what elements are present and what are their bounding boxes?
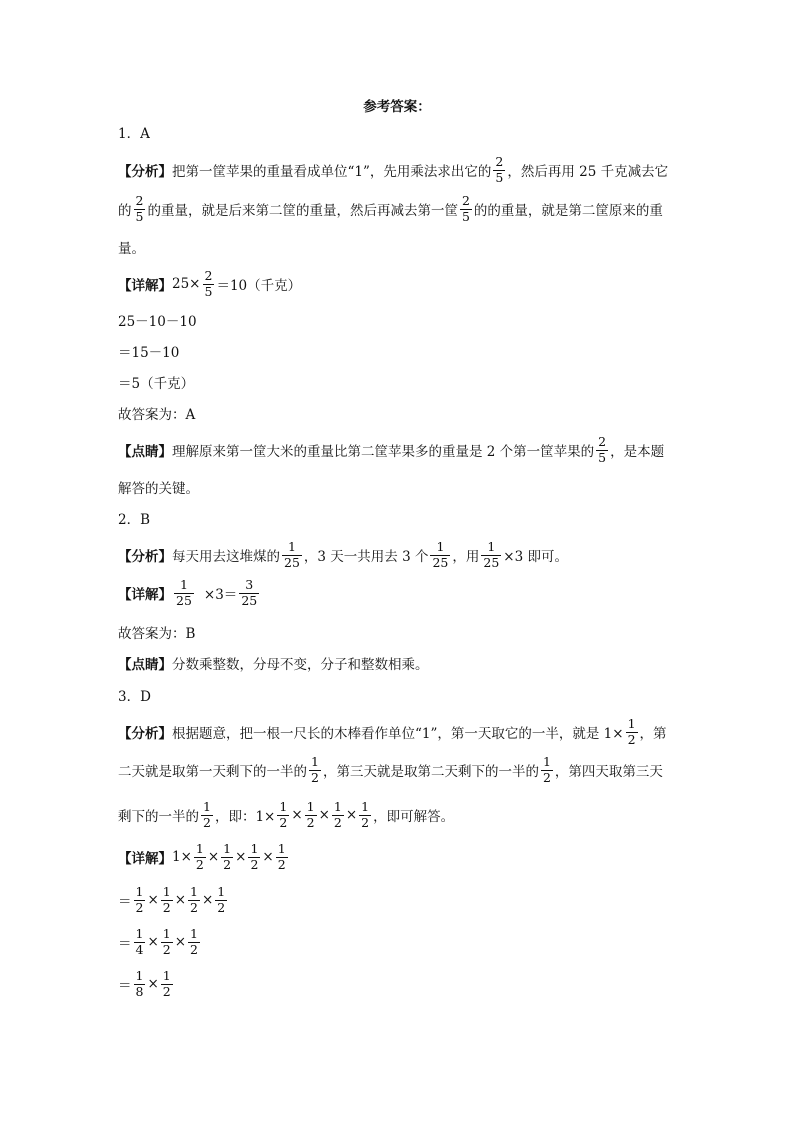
text: ，用: [452, 549, 480, 565]
equals-sign: ＝: [118, 894, 132, 910]
q2-comment: [118, 643, 429, 683]
times-sign: ×: [262, 849, 274, 865]
times-sign: ×: [201, 892, 214, 908]
question-number: 3．D: [118, 689, 151, 705]
text: ，第三天就是取第二天剩下的一半的: [322, 764, 539, 780]
step-text: ＝15－10: [118, 345, 180, 361]
question-number: 1．A: [118, 126, 150, 142]
q3-step-3: [118, 964, 175, 1004]
q1-analysis-line-3: [118, 227, 145, 267]
fraction-1-2: $\frac{1}{2}$: [279, 799, 288, 830]
text: 1×: [172, 849, 192, 865]
text: 的重量，就是后来第二筐的重量，然后再减去第一筐: [147, 203, 458, 219]
fraction-1-4: $\frac{1}{4}$: [135, 926, 144, 957]
text: ×3 即可。: [503, 549, 568, 565]
text: 每天用去这堆煤的: [172, 549, 280, 565]
fraction-2-5: $\frac{2}{5}$: [598, 434, 607, 465]
q1-analysis-line-2: [118, 189, 663, 229]
fraction-1-25: $\frac{1}{25}$: [483, 539, 500, 570]
detail-tag: 【详解】: [118, 851, 172, 867]
q2-analysis: [118, 535, 568, 575]
q1-analysis-line-1: [118, 150, 668, 190]
fraction-1-25: $\frac{1}{25}$: [284, 539, 300, 570]
fraction-1-2: $\frac{1}{2}$: [311, 754, 319, 785]
fraction-1-2: $\frac{1}{2}$: [203, 799, 211, 830]
times-sign: ×: [207, 849, 220, 865]
equals-sign: ＝: [118, 978, 132, 994]
q3-step-2: [118, 922, 202, 962]
text: ×3＝: [203, 587, 238, 603]
answer-text: 故答案为：B: [118, 626, 196, 642]
times-sign: ×: [174, 892, 187, 908]
fraction-1-2: $\frac{1}{2}$: [162, 884, 171, 915]
text: ，然后再用 25 千克减去它: [507, 164, 669, 180]
analysis-tag: 【分析】: [118, 726, 172, 742]
text: 理解原来第一筐大米的重量比第二筐苹果多的重量是 2 个第一筐苹果的: [172, 444, 595, 460]
fraction-1-2: $\frac{1}{2}$: [162, 968, 171, 999]
fraction-1-8: $\frac{1}{8}$: [135, 968, 144, 999]
text: 的的重量，就是第二筐原来的重: [473, 203, 663, 219]
page-title: 参考答案：: [363, 99, 431, 115]
q3-step-1: [118, 880, 229, 920]
times-sign: ×: [345, 807, 358, 823]
fraction-1-2: $\frac{1}{2}$: [542, 754, 551, 785]
comment-tag: 【点睛】: [118, 444, 172, 460]
fraction-1-25: $\frac{1}{25}$: [432, 539, 449, 570]
text: 分数乘整数，分母不变，分子和整数相乘。: [172, 657, 429, 673]
q3-analysis-line-3: [118, 795, 454, 835]
step-text: ＝5（千克）: [118, 376, 195, 392]
q1-label: [118, 112, 150, 152]
equals-sign: ＝: [118, 936, 132, 952]
fraction-1-2: $\frac{1}{2}$: [250, 841, 259, 872]
q2-detail: [118, 573, 261, 613]
text: 的: [118, 203, 132, 219]
detail-tag: 【详解】: [118, 278, 172, 294]
comment-tag: 【点睛】: [118, 657, 172, 673]
q3-analysis-line-1: [118, 712, 667, 752]
q2-label: [118, 498, 150, 538]
text: ，第四天取第三天: [554, 764, 663, 780]
times-sign: ×: [147, 976, 159, 992]
text: ＝10（千克）: [216, 278, 302, 294]
analysis-tag: 【分析】: [118, 164, 172, 180]
text: 二天就是取第一天剩下的一半的: [118, 764, 307, 780]
q1-answer: [118, 393, 195, 433]
text: ，3 天一共用去 3 个: [303, 549, 429, 565]
text: 25×: [172, 276, 201, 292]
analysis-tag: 【分析】: [118, 549, 172, 565]
text: 量。: [118, 241, 145, 257]
q1-detail: [118, 264, 301, 304]
fraction-2-5: $\frac{2}{5}$: [204, 268, 213, 299]
fraction-1-2: $\frac{1}{2}$: [195, 841, 204, 872]
fraction-1-2: $\frac{1}{2}$: [306, 799, 315, 830]
fraction-1-2: $\frac{1}{2}$: [277, 841, 286, 872]
text: 剩下的一半的: [118, 809, 199, 825]
question-number: 2．B: [118, 512, 151, 528]
step-text: 25－10－10: [118, 314, 197, 330]
fraction-1-2: $\frac{1}{2}$: [223, 841, 232, 872]
times-sign: ×: [235, 849, 247, 865]
fraction-1-2: $\frac{1}{2}$: [135, 884, 144, 915]
times-sign: ×: [318, 807, 330, 823]
q3-label: [118, 675, 151, 715]
fraction-2-5: $\frac{2}{5}$: [495, 154, 504, 185]
q1-comment-line-1: [118, 430, 664, 470]
answer-text: 故答案为：A: [118, 407, 196, 423]
fraction-1-2: $\frac{1}{2}$: [190, 926, 198, 957]
text: ，即：1×: [214, 809, 276, 825]
text: 把第一筐苹果的重量看成单位“1”，先用乘法求出它的: [172, 164, 492, 180]
text: ，是本题: [610, 444, 665, 460]
fraction-1-2: $\frac{1}{2}$: [333, 799, 342, 830]
text: ，即可解答。: [373, 809, 455, 825]
fraction-1-2: $\frac{1}{2}$: [162, 926, 171, 957]
times-sign: ×: [174, 934, 187, 950]
fraction-1-2: $\frac{1}{2}$: [190, 884, 198, 915]
q3-analysis-line-2: [118, 750, 663, 790]
fraction-1-25: $\frac{1}{25}$: [176, 577, 192, 608]
times-sign: ×: [147, 892, 159, 908]
text: 解答的关键。: [118, 481, 199, 497]
fraction-2-5: $\frac{2}{5}$: [461, 193, 470, 224]
fraction-1-2: $\frac{1}{2}$: [627, 716, 636, 747]
fraction-1-2: $\frac{1}{2}$: [361, 799, 370, 830]
fraction-3-25: $\frac{3}{25}$: [241, 577, 258, 608]
q3-detail: [118, 837, 290, 877]
times-sign: ×: [147, 934, 159, 950]
fraction-2-5: $\frac{2}{5}$: [135, 193, 144, 224]
fraction-1-2: $\frac{1}{2}$: [217, 884, 226, 915]
times-sign: ×: [291, 807, 303, 823]
text: ，第: [639, 726, 667, 742]
detail-tag: 【详解】: [118, 587, 172, 603]
text: 根据题意，把一根一尺长的木棒看作单位“1”，第一天取它的一半，就是 1×: [172, 726, 624, 742]
